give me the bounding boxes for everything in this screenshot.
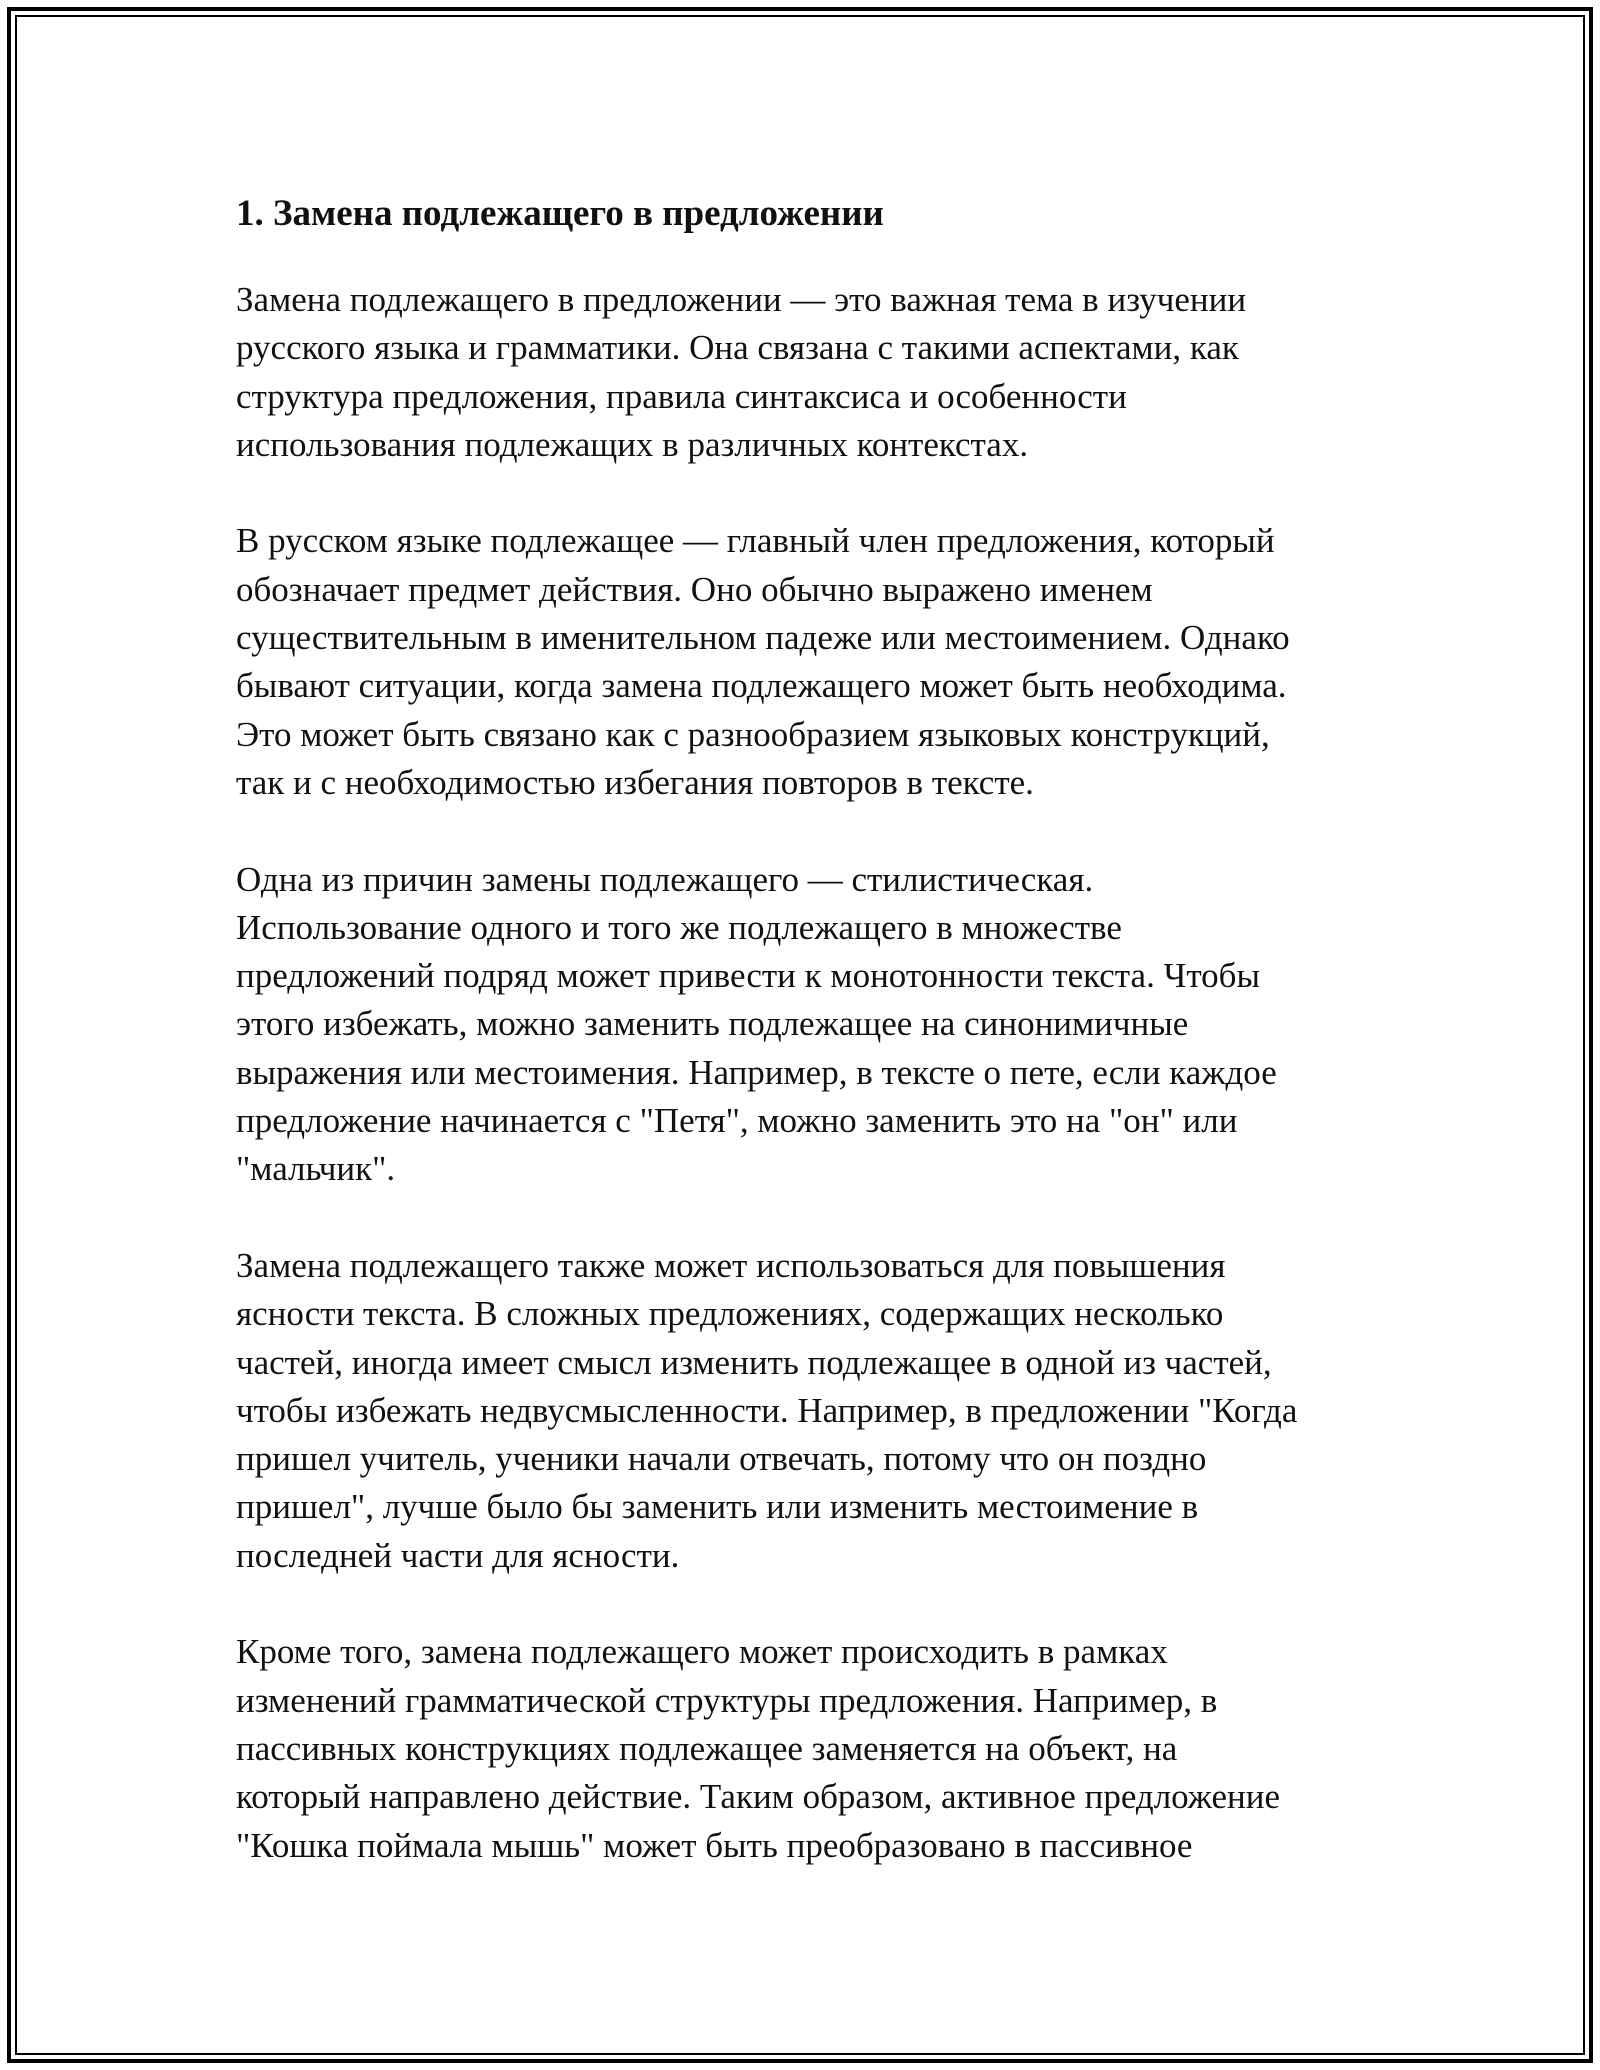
text-line: ясности текста. В сложных предложениях, содержащих несколько [236,1294,1224,1334]
paragraph-1 [236,276,1376,469]
text-line: частей, иногда имеет смысл изменить подлежащее в одной из частей, [236,1342,1272,1382]
paragraph-spacer [236,1580,1376,1628]
paragraph-spacer [236,807,1376,855]
text-line: последней части для ясности. [236,1535,680,1575]
paragraph-5 [236,1628,1376,1869]
text-line: В русском языке подлежащее — главный член предложения, который [236,521,1275,561]
paragraph-spacer [236,1194,1376,1242]
text-line: Замена подлежащего также может использоваться для повышения [236,1245,1226,1285]
text-line: существительным в именительном падеже или местоимением. Однако [236,618,1290,658]
text-line: предложение начинается с "Петя", можно заменить это на "он" или [236,1101,1238,1141]
text-line: Одна из причин замены подлежащего — стилистическая. [236,859,1094,899]
text-line: который направлено действие. Таким образом, активное предложение [236,1777,1281,1817]
text-line: чтобы избежать недвусмысленности. Например, в предложении "Когда [236,1390,1298,1430]
text-line: бывают ситуации, когда замена подлежащего может быть необходима. [236,666,1287,706]
text-line: "мальчик". [236,1149,396,1189]
text-line: Замена подлежащего в предложении — это важная тема в изучении [236,280,1247,319]
paragraph-3 [236,856,1376,1194]
text-line: этого избежать, можно заменить подлежащее на синонимичные [236,1004,1189,1044]
text-line: Это может быть связано как с разнообразием языковых конструкций, [236,714,1270,754]
text-line: так и с необходимостью избегания повторов в тексте. [236,762,1034,802]
text-line: обозначает предмет действия. Оно обычно выражено именем [236,569,1153,609]
text-line: структура предложения, правила синтаксиса и особенности [236,376,1127,416]
paragraph-2 [236,517,1376,807]
section-heading: 1. Замена подлежащего в предложении [236,193,884,234]
text-line: пассивных конструкциях подлежащее заменяется на объект, на [236,1728,1178,1768]
text-line: использования подлежащих в различных контекстах. [236,424,1029,464]
text-line: "Кошка поймала мышь" может быть преобразовано в пассивное [236,1825,1193,1865]
text-line: выражения или местоимения. Например, в тексте о пете, если каждое [236,1052,1277,1092]
text-line: пришел учитель, ученики начали отвечать, потому что он поздно [236,1439,1207,1479]
text-line: предложений подряд может привести к монотонности текста. Чтобы [236,956,1260,996]
text-line: Кроме того, замена подлежащего может происходить в рамках [236,1632,1168,1672]
paragraph-4 [236,1242,1376,1580]
text-line: пришел", лучше было бы заменить или изменить местоимение в [236,1487,1199,1527]
document-body [236,188,1376,1870]
text-line: русского языка и грамматики. Она связана с такими аспектами, как [236,328,1239,368]
paragraph-spacer [236,469,1376,517]
text-line: изменений грамматической структуры предложения. Например, в [236,1680,1218,1720]
text-line: Использование одного и того же подлежащего в множестве [236,907,1122,947]
